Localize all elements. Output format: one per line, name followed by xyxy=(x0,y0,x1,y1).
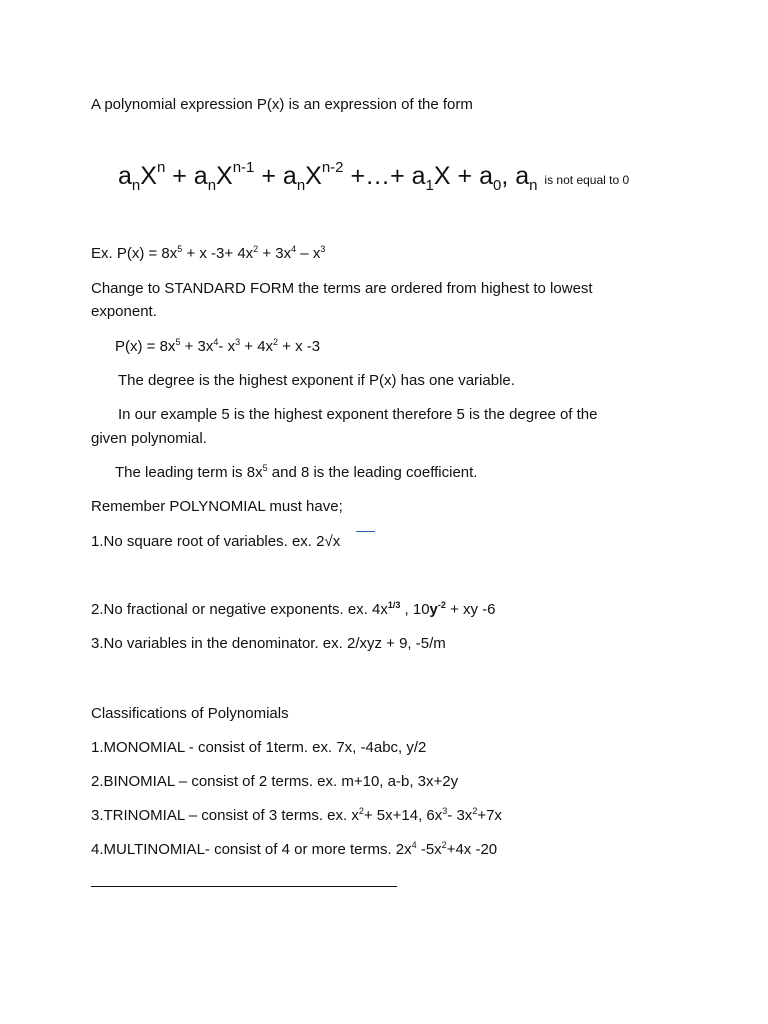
leading-post: and 8 is the leading coefficient. xyxy=(267,464,478,481)
standard-form-line-1: Change to STANDARD FORM the terms are ordered from highest to lowest xyxy=(91,280,593,297)
exponent-n-minus-1: n-1 xyxy=(232,159,255,176)
comma: , xyxy=(501,162,516,190)
degree-example-line-1: In our example 5 is the highest exponent therefore 5 is the degree of the xyxy=(118,406,598,423)
exponent-n: n xyxy=(156,159,166,176)
plus: + xyxy=(165,162,194,190)
general-polynomial-formula xyxy=(118,159,630,194)
rule-2-text: + xy -6 xyxy=(445,601,496,618)
remember-heading: Remember POLYNOMIAL must have; xyxy=(91,498,343,515)
ellipsis-plus: +…+ xyxy=(343,162,412,190)
exponent: 5 xyxy=(175,337,181,347)
standard-term: + 4x xyxy=(240,338,274,355)
standard-form-polynomial xyxy=(115,337,320,357)
coef-a: a xyxy=(282,162,297,190)
exponent: 2 xyxy=(273,337,279,347)
example-term: + 3x xyxy=(258,245,292,262)
rule-1: 1.No square root of variables. ex. 2√x xyxy=(91,533,341,550)
standard-form-line-2: exponent. xyxy=(91,303,157,320)
coef-a: a xyxy=(515,162,530,190)
trinomial-text: + 5x+14, 6x xyxy=(363,807,443,824)
subscript-n: n xyxy=(529,177,538,194)
subscript-n: n xyxy=(207,177,217,194)
var-x: X xyxy=(305,162,322,190)
subscript-n: n xyxy=(131,177,141,194)
classification-monomial: 1.MONOMIAL - consist of 1term. ex. 7x, -4abc, y/2 xyxy=(91,739,427,756)
degree-definition: The degree is the highest exponent if P(x) has one variable. xyxy=(118,372,515,389)
rule-2-text: , 10 xyxy=(400,601,430,618)
coef-a: a xyxy=(118,162,132,190)
multinomial-text: 4.MULTINOMIAL- consist of 4 or more terms. 2x xyxy=(91,841,412,858)
exponent: 3 xyxy=(320,244,326,254)
exponent: 4 xyxy=(411,840,417,850)
leading-pre: The leading term is 8x xyxy=(115,464,263,481)
horizontal-rule xyxy=(91,886,397,887)
formula-note: is not equal to 0 xyxy=(544,173,630,187)
exponent-n-minus-2: n-2 xyxy=(321,159,344,176)
trinomial-text: - 3x xyxy=(447,807,473,824)
trinomial-text: +7x xyxy=(477,807,502,824)
exponent: 2 xyxy=(358,806,364,816)
exponent: -2 xyxy=(437,600,446,610)
standard-term: + 3x xyxy=(180,338,214,355)
exponent: 5 xyxy=(262,463,268,473)
trinomial-text: 3.TRINOMIAL – consist of 3 terms. ex. x xyxy=(91,807,359,824)
standard-term: + x -3 xyxy=(278,338,321,355)
subscript-1: 1 xyxy=(425,177,434,194)
subscript-n: n xyxy=(296,177,306,194)
classifications-heading: Classifications of Polynomials xyxy=(91,705,289,722)
var-x: X xyxy=(140,162,157,190)
standard-term: - x xyxy=(218,338,236,355)
example-term: + x -3+ 4x xyxy=(182,245,254,262)
exponent: 4 xyxy=(213,337,219,347)
rule-2 xyxy=(91,600,496,620)
example-term: – x xyxy=(296,245,321,262)
plus: + xyxy=(254,162,283,190)
example-lead: Ex. P(x) = 8x xyxy=(91,245,178,262)
leading-term-line xyxy=(115,463,477,483)
example-polynomial xyxy=(91,244,325,264)
coef-a: a xyxy=(411,162,426,190)
var-x: X xyxy=(433,162,451,190)
exponent: 3 xyxy=(442,806,448,816)
coef-a: a xyxy=(479,162,493,190)
standard-lead: P(x) = 8x xyxy=(115,338,176,355)
exponent: 2 xyxy=(441,840,447,850)
exponent: 2 xyxy=(253,244,259,254)
var-x: X xyxy=(216,162,233,190)
classification-binomial: 2.BINOMIAL – consist of 2 terms. ex. m+10, a-b, 3x+2y xyxy=(91,773,459,790)
classification-multinomial xyxy=(91,840,497,860)
rule-2-var: y xyxy=(429,601,438,618)
radical-overline xyxy=(356,531,375,532)
exponent: 1/3 xyxy=(387,600,401,610)
degree-example-line-2: given polynomial. xyxy=(91,430,207,447)
exponent: 5 xyxy=(177,244,183,254)
rule-2-text: 2.No fractional or negative exponents. ex. 4x xyxy=(91,601,388,618)
coef-a: a xyxy=(193,162,208,190)
plus: + xyxy=(450,162,480,190)
multinomial-text: -5x xyxy=(416,841,442,858)
subscript-0: 0 xyxy=(492,177,502,194)
exponent: 3 xyxy=(235,337,241,347)
multinomial-text: +4x -20 xyxy=(446,841,498,858)
exponent: 4 xyxy=(291,244,297,254)
rule-3: 3.No variables in the denominator. ex. 2/xyz + 9, -5/m xyxy=(91,635,446,652)
exponent: 2 xyxy=(472,806,478,816)
intro-text: A polynomial expression P(x) is an expression of the form xyxy=(91,96,473,113)
classification-trinomial xyxy=(91,806,502,826)
